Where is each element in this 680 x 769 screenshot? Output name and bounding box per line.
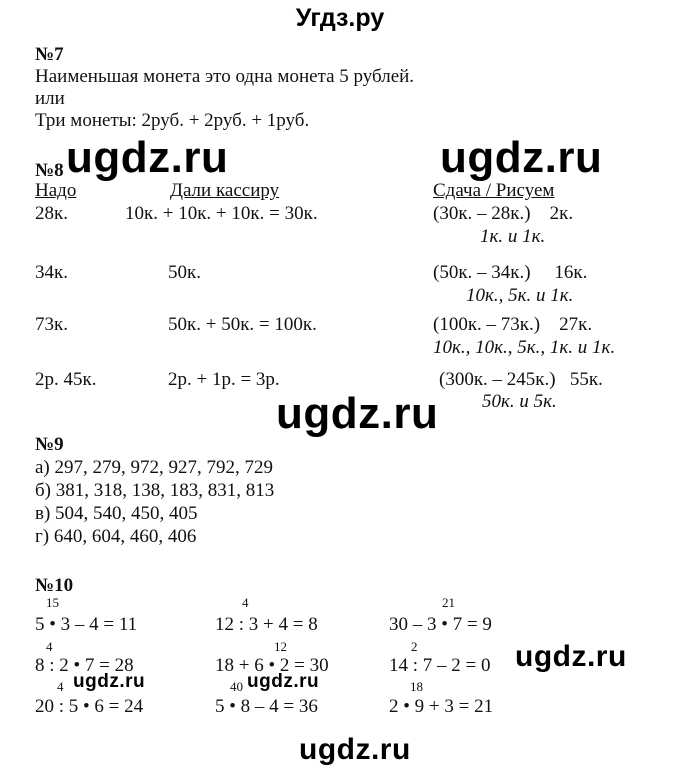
expression: 20 : 5 • 6 = 24 [35,696,144,717]
expression: 2 • 9 + 3 = 21 [389,696,494,717]
row-change: (100к. – 73к.) 27к. [433,314,593,335]
row-change: (50к. – 34к.) 16к. [433,262,588,283]
expression: 18 + 6 • 2 = 30 [215,655,329,676]
task8-number: №8 [35,160,64,181]
aux-value: 40 [230,679,243,694]
task7-line: или [35,88,65,109]
watermark: ugdz.ru [299,733,411,766]
row-given: 2р. + 1р. = 3р. [168,369,280,390]
task9-line: а) 297, 279, 972, 927, 792, 729 [35,457,274,478]
aux-value: 21 [442,595,455,610]
column-header-need: Надо [35,180,77,201]
task9-line: г) 640, 604, 460, 406 [35,526,197,547]
row-need: 73к. [35,314,68,335]
row-coins: 10к., 5к. и 1к. [466,285,574,306]
watermark: ugdz.ru [247,671,320,692]
aux-value: 18 [410,679,423,694]
row-need: 34к. [35,262,68,283]
row-coins: 50к. и 5к. [482,391,557,412]
row-given: 50к. + 50к. = 100к. [168,314,317,335]
row-coins: 10к., 10к., 5к., 1к. и 1к. [433,337,616,358]
watermark: ugdz.ru [66,133,229,182]
site-title: Угдз.ру [295,4,385,32]
column-header-given: Дали кассиру [170,180,280,201]
watermark: ugdz.ru [276,389,439,438]
aux-value: 15 [46,595,59,610]
row-need: 2р. 45к. [35,369,97,390]
aux-value: 4 [57,679,64,694]
column-header-change: Сдача / Рисуем [433,180,555,201]
task7-number: №7 [35,44,64,65]
watermark: ugdz.ru [515,640,627,673]
row-given: 10к. + 10к. + 10к. = 30к. [125,203,318,224]
expression: 5 • 3 – 4 = 11 [35,614,138,635]
task10-number: №10 [35,575,74,596]
expression: 14 : 7 – 2 = 0 [389,655,491,676]
expression: 8 : 2 • 7 = 28 [35,655,134,676]
watermark: ugdz.ru [73,671,146,692]
row-coins: 1к. и 1к. [480,226,546,247]
aux-value: 2 [411,639,418,654]
aux-value: 12 [274,639,287,654]
aux-value: 4 [46,639,53,654]
task7-line: Три монеты: 2руб. + 2руб. + 1руб. [35,110,310,131]
row-change: (300к. – 245к.) 55к. [439,369,603,390]
task7-line: Наименьшая монета это одна монета 5 рублей. [35,66,415,87]
expression: 12 : 3 + 4 = 8 [215,614,318,635]
row-change: (30к. – 28к.) 2к. [433,203,574,224]
watermark: ugdz.ru [440,133,603,182]
task9-line: б) 381, 318, 138, 183, 831, 813 [35,480,275,501]
task9-line: в) 504, 540, 450, 405 [35,503,198,524]
row-given: 50к. [168,262,201,283]
task9-number: №9 [35,434,64,455]
expression: 5 • 8 – 4 = 36 [215,696,318,717]
expression: 30 – 3 • 7 = 9 [389,614,492,635]
row-need: 28к. [35,203,68,224]
aux-value: 4 [242,595,249,610]
